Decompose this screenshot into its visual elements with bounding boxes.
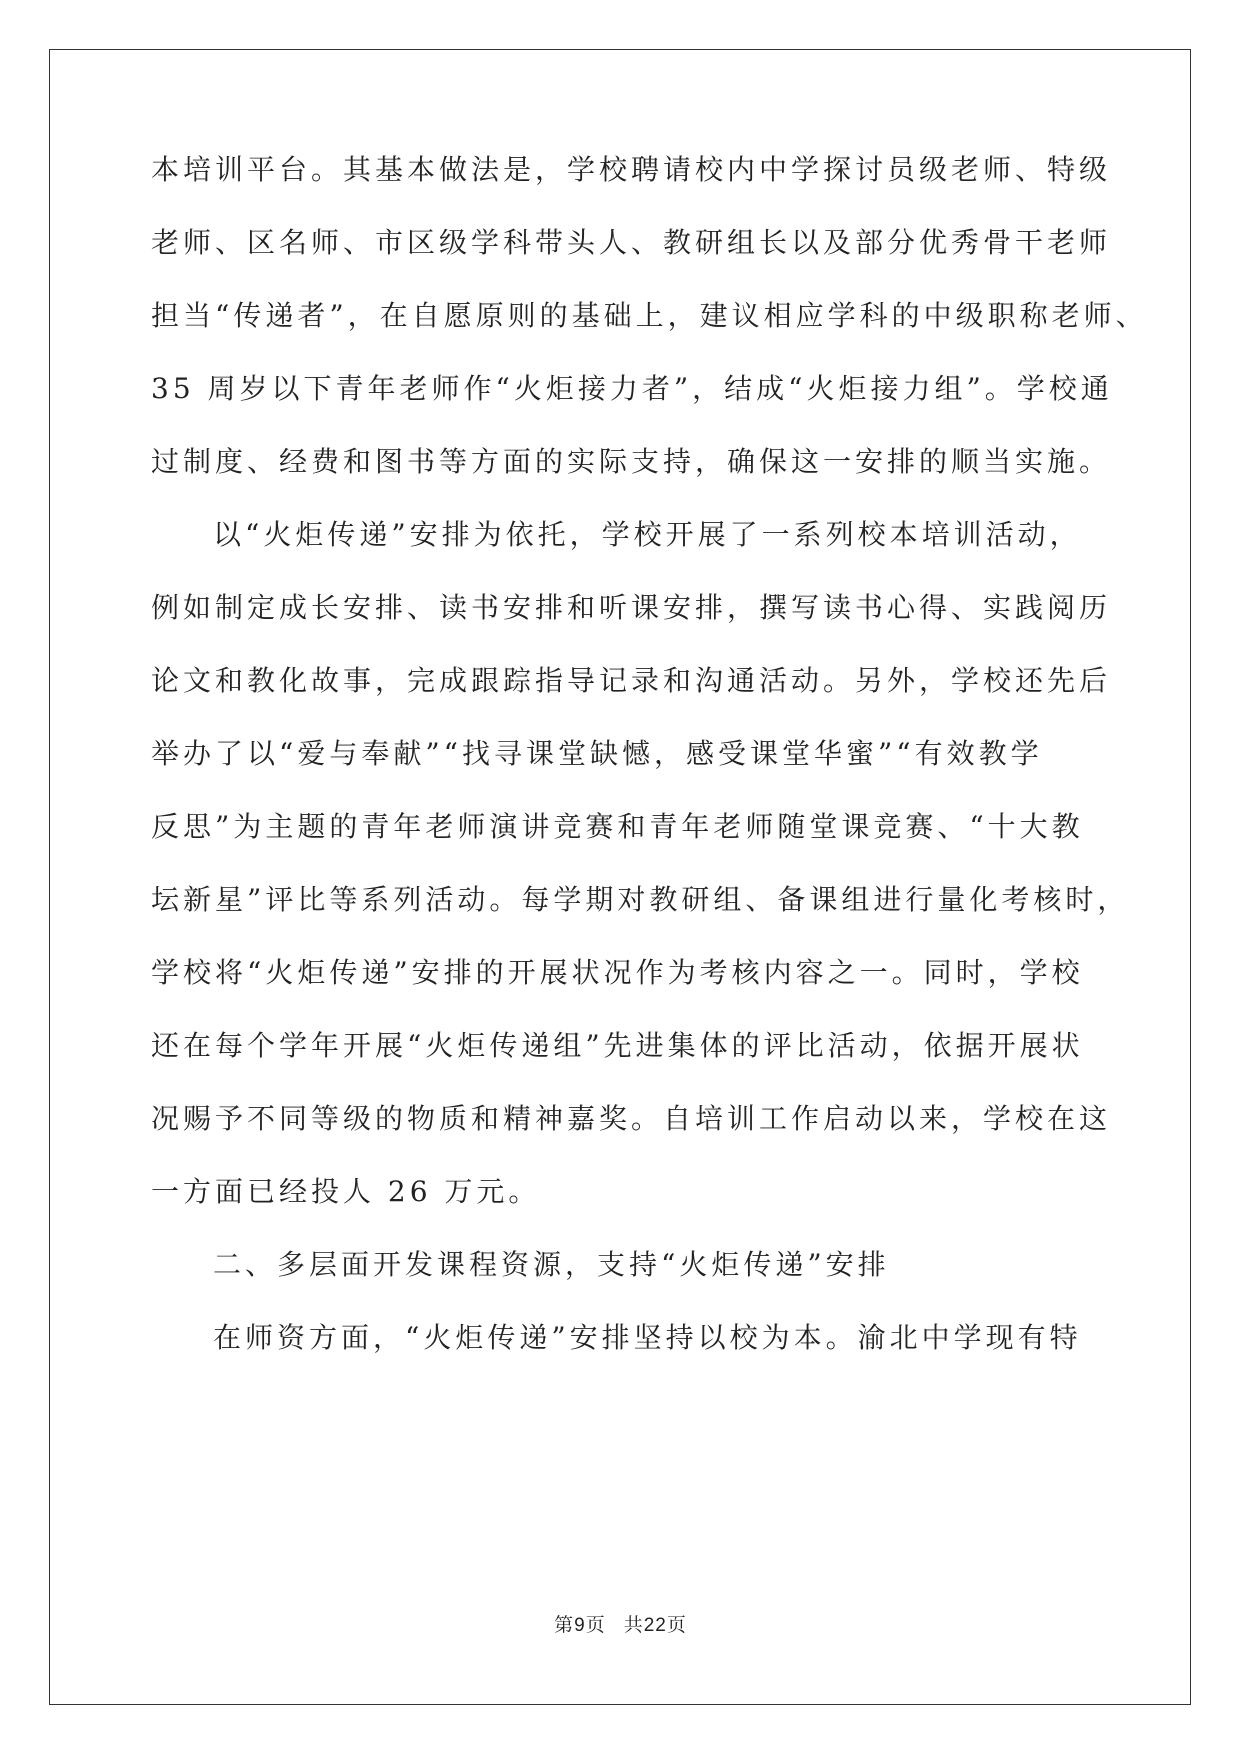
total-suffix: 页 bbox=[666, 1614, 687, 1636]
total-prefix: 共 bbox=[623, 1614, 644, 1636]
body-line-4: 35 周岁以下青年老师作“火炬接力者”，结成“火炬接力组”。学校通 bbox=[151, 372, 1113, 405]
body-line-10: 反思”为主题的青年老师演讲竞赛和青年老师随堂课竞赛、“十大教 bbox=[151, 810, 1084, 843]
body-line-11: 坛新星”评比等系列活动。每学期对教研组、备课组进行量化考核时， bbox=[151, 883, 1130, 916]
section-heading: 二、多层面开发课程资源，支持“火炬传递”安排 bbox=[213, 1248, 890, 1281]
body-line-8: 论文和教化故事，完成跟踪指导记录和沟通活动。另外，学校还先后 bbox=[151, 664, 1112, 697]
paragraph-start-line: 以“火炬传递”安排为依托，学校开展了一系列校本培训活动， bbox=[213, 518, 1082, 551]
body-line-13: 还在每个学年开展“火炬传递组”先进集体的评比活动，依据开展状 bbox=[151, 1029, 1084, 1062]
body-line-14: 况赐予不同等级的物质和精神嘉奖。自培训工作启动以来，学校在这 bbox=[151, 1102, 1112, 1135]
body-line-5: 过制度、经费和图书等方面的实际支持，确保这一安排的顺当实施。 bbox=[151, 445, 1112, 478]
body-line-1: 本培训平台。其基本做法是，学校聘请校内中学探讨员级老师、特级 bbox=[151, 153, 1112, 186]
body-line-7: 例如制定成长安排、读书安排和听课安排，撰写读书心得、实践阅历 bbox=[151, 591, 1112, 624]
body-line-9: 举办了以“爱与奉献”“找寻课堂缺憾，感受课堂华蜜”“有效教学 bbox=[151, 737, 1043, 770]
body-line-15: 一方面已经投人 26 万元。 bbox=[151, 1175, 541, 1208]
body-line-3: 担当“传递者”，在自愿原则的基础上，建议相应学科的中级职称老师、 bbox=[151, 299, 1148, 332]
paragraph-start-line: 在师资方面，“火炬传递”安排坚持以校为本。渝北中学现有特 bbox=[213, 1321, 1082, 1354]
total-pages: 22 bbox=[643, 1615, 667, 1636]
body-line-2: 老师、区名师、市区级学科带头人、教研组长以及部分优秀骨干老师 bbox=[151, 226, 1112, 259]
page-suffix: 页 bbox=[585, 1614, 606, 1636]
page-number: 9 bbox=[574, 1615, 586, 1636]
body-line-12: 学校将“火炬传递”安排的开展状况作为考核内容之一。同时，学校 bbox=[151, 956, 1084, 989]
page-prefix: 第 bbox=[554, 1614, 575, 1636]
page-footer bbox=[0, 1612, 1241, 1639]
